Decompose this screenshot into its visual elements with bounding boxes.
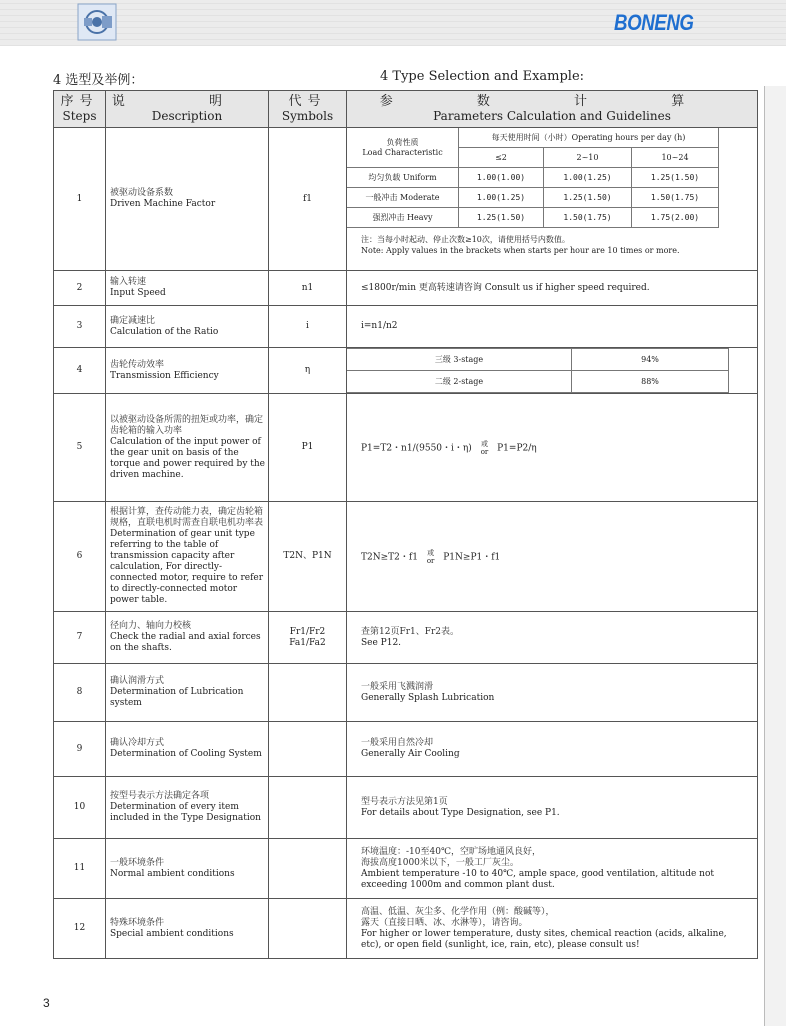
factor-value: 1.25(1.50) xyxy=(459,208,544,228)
header-steps: 序号 Steps xyxy=(54,91,106,128)
step-number: 6 xyxy=(54,502,106,612)
factor-value: 1.50(1.75) xyxy=(544,208,632,228)
step-parameter: 高温、低温、灰尘多、化学作用（例：酸碱等）， 露天（直接日晒、冰、水淋等），请咨询。 For higher or lower temperature, dusty sites, chemical reaction (acids, alkaline, etc), or open field (sunlight, ice, rain, etc), please consult us! xyxy=(347,899,758,959)
step-description: 以被驱动设备所需的扭矩或功率，确定齿轮箱的输入功率 Calculation of the input power of the gear unit on basis of the torque and power required by the driven machine. xyxy=(106,394,269,502)
step-symbol xyxy=(269,839,347,899)
table-row xyxy=(54,348,758,394)
formula-b: P1N≥P1・f1 xyxy=(443,552,501,562)
table-header-row xyxy=(54,91,758,128)
step-description: 确定减速比 Calculation of the Ratio xyxy=(106,306,269,348)
step-parameter: 型号表示方法见第1页 For details about Type Designation, see P1. xyxy=(347,777,758,839)
factor-value: 1.00(1.25) xyxy=(544,168,632,188)
step-parameter: 查第12页Fr1、Fr2表。 See P12. xyxy=(347,612,758,664)
step-symbol: T2N、P1N xyxy=(269,502,347,612)
step-description: 一般环境条件 Normal ambient conditions xyxy=(106,839,269,899)
step-description: 齿轮传动效率 Transmission Efficiency xyxy=(106,348,269,394)
or-separator: 或 or xyxy=(426,548,435,565)
step-number: 9 xyxy=(54,722,106,777)
step-description: 根据计算，查传动能力表，确定齿轮箱规格，直联电机时需查自联电机功率表 Determination of gear unit type referring to the table of transmission capacity after calculation, For directly-connected motor, require to refer to directly-connected motor power table. xyxy=(106,502,269,612)
load-heavy: 强烈冲击 Heavy xyxy=(347,208,459,228)
factor-value: 1.00(1.25) xyxy=(459,188,544,208)
table-row xyxy=(54,899,758,959)
section-title-en: 4 Type Selection and Example: xyxy=(380,69,585,84)
step-number: 7 xyxy=(54,612,106,664)
gear-logo-icon xyxy=(76,2,118,42)
hours-col: ≤2 xyxy=(459,148,544,168)
step-parameter: i=n1/n2 xyxy=(347,306,758,348)
step-number: 4 xyxy=(54,348,106,394)
step-symbol: i xyxy=(269,306,347,348)
table-row xyxy=(54,664,758,722)
table-row xyxy=(54,612,758,664)
step-parameter xyxy=(347,394,758,502)
factor-value: 1.00(1.00) xyxy=(459,168,544,188)
efficiency-value: 88% xyxy=(572,371,729,393)
table-row xyxy=(54,502,758,612)
step-number: 12 xyxy=(54,899,106,959)
table-row xyxy=(54,306,758,348)
page-number: 3 xyxy=(43,996,50,1010)
step-description: 径向力、轴向力校核 Check the radial and axial forces on the shafts. xyxy=(106,612,269,664)
stage-label: 三级 3-stage xyxy=(347,349,572,371)
step-number: 11 xyxy=(54,839,106,899)
page-edge-strip xyxy=(764,86,786,1026)
step-description: 确认冷却方式 Determination of Cooling System xyxy=(106,722,269,777)
efficiency-cell xyxy=(347,348,758,394)
selection-table xyxy=(53,90,758,959)
hours-header: 每天使用时间（小时）Operating hours per day (h) xyxy=(459,128,719,148)
service-factor-table xyxy=(346,127,719,228)
stage-label: 二级 2-stage xyxy=(347,371,572,393)
table-row xyxy=(54,394,758,502)
service-factor-cell xyxy=(347,128,758,271)
step-symbol: P1 xyxy=(269,394,347,502)
step-symbol xyxy=(269,664,347,722)
step-symbol xyxy=(269,899,347,959)
step-number: 2 xyxy=(54,271,106,306)
step-parameter: 一般采用飞溅润滑 Generally Splash Lubrication xyxy=(347,664,758,722)
efficiency-value: 94% xyxy=(572,349,729,371)
or-separator: 或 or xyxy=(480,439,489,456)
table-row xyxy=(54,777,758,839)
step-description: 特殊环境条件 Special ambient conditions xyxy=(106,899,269,959)
step-number: 1 xyxy=(54,128,106,271)
table-row xyxy=(54,128,758,271)
step-description: 确认润滑方式 Determination of Lubrication system xyxy=(106,664,269,722)
step-number: 10 xyxy=(54,777,106,839)
header-description: 说 明 Description xyxy=(106,91,269,128)
step-parameter xyxy=(347,502,758,612)
step-parameter: 环境温度：-10至40℃，空旷场地通风良好， 海拔高度1000米以下，一般工厂灰尘。 Ambient temperature -10 to 40℃, ample space, good ventilation, altitude not exceeding 1000m and common plant dust. xyxy=(347,839,758,899)
step-description: 被驱动设备系数 Driven Machine Factor xyxy=(106,128,269,271)
step-parameter: 一般采用自然冷却 Generally Air Cooling xyxy=(347,722,758,777)
step-parameter: ≤1800r/min 更高转速请咨询 Consult us if higher speed required. xyxy=(347,271,758,306)
brand-logo: BONENG xyxy=(614,10,694,35)
factor-value: 1.75(2.00) xyxy=(632,208,719,228)
table-row xyxy=(54,271,758,306)
factor-value: 1.25(1.50) xyxy=(632,168,719,188)
load-uniform: 均匀负载 Uniform xyxy=(347,168,459,188)
table-row xyxy=(54,722,758,777)
step-symbol: Fr1/Fr2 Fa1/Fa2 xyxy=(269,612,347,664)
efficiency-table xyxy=(346,348,729,393)
step-symbol: η xyxy=(269,348,347,394)
header-parameters: 参 数 计 算 Parameters Calculation and Guidelines xyxy=(347,91,758,128)
step-number: 5 xyxy=(54,394,106,502)
hours-col: 2~10 xyxy=(544,148,632,168)
load-char-header: 负荷性质 Load Characteristic xyxy=(347,128,459,168)
step-number: 8 xyxy=(54,664,106,722)
table-row xyxy=(54,839,758,899)
factor-value: 1.25(1.50) xyxy=(544,188,632,208)
step-description: 输入转速 Input Speed xyxy=(106,271,269,306)
step-symbol: n1 xyxy=(269,271,347,306)
load-moderate: 一般冲击 Moderate xyxy=(347,188,459,208)
factor-value: 1.50(1.75) xyxy=(632,188,719,208)
step-number: 3 xyxy=(54,306,106,348)
hours-col: 10~24 xyxy=(632,148,719,168)
formula-a: T2N≥T2・f1 xyxy=(361,552,418,562)
formula-b: P1=P2/η xyxy=(497,443,537,453)
service-factor-note: 注：当每小时起动、停止次数≥10次，请使用括号内数值。 Note: Apply values in the brackets when starts per hour are 10 times or more. xyxy=(361,235,680,255)
section-title-cn: 4 选型及举例： xyxy=(53,73,144,88)
step-symbol xyxy=(269,777,347,839)
step-symbol xyxy=(269,722,347,777)
step-symbol: f1 xyxy=(269,128,347,271)
header-symbols: 代号 Symbols xyxy=(269,91,347,128)
step-description: 按型号表示方法确定各项 Determination of every item included in the Type Designation xyxy=(106,777,269,839)
formula-a: P1=T2・n1/(9550・i・η) xyxy=(361,443,472,453)
